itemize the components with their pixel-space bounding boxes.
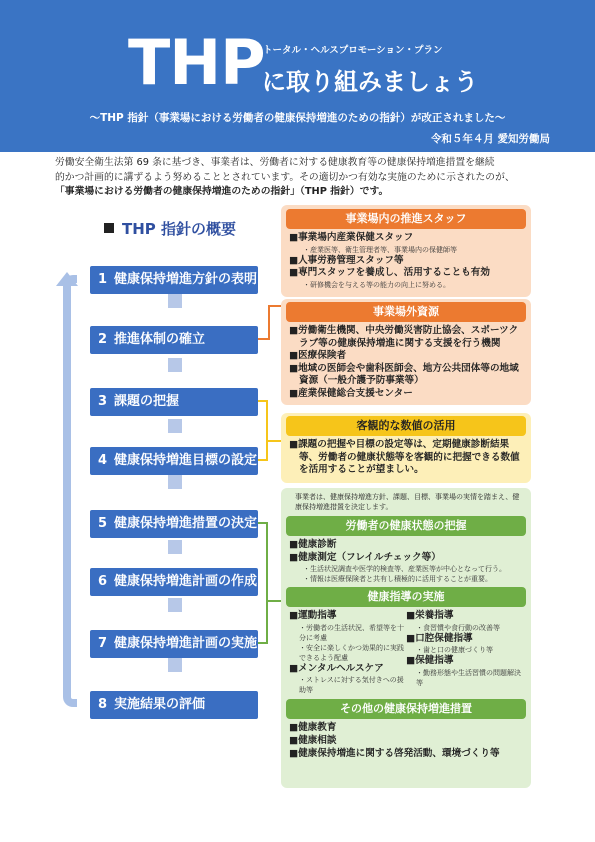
step-num: 2	[98, 332, 108, 347]
health-guidance-heading: 健康指導の実施	[286, 587, 526, 607]
step-label: 実施結果の評価	[114, 697, 206, 712]
guidance-subitem: ・食習慣や食行動の改善等	[416, 623, 500, 632]
guidance-item: ■栄養指導	[406, 610, 454, 622]
measure-subitem: ・生活状況調査や医学的検査等、産業医等が中心となって行う。	[303, 565, 506, 574]
guidance-subitem: ・安全に楽しくかつ効果的に実践できるよう配慮	[299, 643, 404, 662]
overview-heading	[104, 218, 236, 239]
guidance-item: ■保健指導	[406, 655, 454, 667]
title-thp: THP	[128, 26, 265, 99]
step-label: 推進体制の確立	[114, 332, 206, 347]
header-banner	[0, 0, 595, 152]
step-label: 健康保持増進計画の作成	[114, 574, 258, 589]
arrow-up-icon	[56, 272, 78, 286]
measures-intro: 事業者は、健康保持増進方針、課題、目標、事業場の実情を踏まえ、健康保持増進措置を決定します。	[295, 493, 520, 511]
staff-item: ■事業場内産業保健スタッフ	[289, 232, 414, 243]
other-measure-item: ■健康教育	[289, 722, 337, 734]
chevron-down-icon	[168, 419, 182, 433]
intro-text	[55, 156, 555, 200]
other-measure-item: ■健康保持増進に関する啓発活動、環境づくり等	[289, 747, 500, 759]
connector-line	[268, 305, 270, 340]
step-num: 1	[98, 272, 108, 287]
chevron-down-icon	[168, 658, 182, 672]
staff-subitem: ・産業医等、衛生管理者等、事業場内の保健師等	[303, 245, 457, 254]
measures-box	[281, 488, 531, 788]
objective-data-box	[281, 413, 531, 483]
step-num: 3	[98, 394, 108, 409]
staff-subitem: ・研修機会を与える等の能力の向上に努める。	[303, 280, 450, 289]
step-num: 8	[98, 697, 108, 712]
external-item: ■地域の医師会や歯科医師会、地方公共団体等の地域資源（一般介護予防事業等）	[289, 362, 519, 387]
cycle-loop-arrow	[63, 275, 77, 707]
step-num: 5	[98, 516, 108, 531]
guidance-subitem: ・労働者の生活状況、希望等を十分に考慮	[299, 623, 404, 642]
external-resources-box	[281, 299, 531, 405]
intro-line-2: 的かつ計画的に講ずるよう努めることとされています。その適切かつ有効な実施のために示されたのが、	[55, 171, 515, 183]
guidance-item: ■運動指導	[289, 610, 337, 622]
chevron-down-icon	[168, 358, 182, 372]
external-item: ■医療保険者	[289, 350, 347, 362]
step-4	[90, 447, 258, 475]
step-label: 課題の把握	[114, 394, 180, 409]
subtitle: ～THP 指針（事業場における労働者の健康保持増進のための指針）が改正されました～	[89, 112, 506, 124]
external-box-title: 事業場外資源	[286, 302, 526, 322]
intro-line-3: 「事業場における労働者の健康保持増進のための指針」（THP 指針）です。	[55, 186, 389, 197]
step-label: 健康保持増進計画の実施	[114, 636, 258, 651]
step-6	[90, 568, 258, 596]
guidance-subitem: ・勤務形態や生活習慣の問題解決等	[416, 668, 521, 687]
title-main: に取り組みましょう	[262, 68, 478, 96]
step-5	[90, 510, 258, 538]
step-1	[90, 266, 258, 294]
guidance-item: ■メンタルヘルスケア	[289, 662, 384, 674]
chevron-down-icon	[168, 294, 182, 308]
measure-item: ■健康測定（フレイルチェック等）	[289, 551, 441, 563]
guidance-subitem: ・ストレスに対する気付きへの援助等	[299, 676, 404, 695]
guidance-subitem: ・歯と口の健康づくり等	[416, 646, 493, 655]
data-box-text: ■課題の把握や目標の設定等は、定期健康診断結果等、労働者の健康状態等を客観的に把握できる数値を活用することが望ましい。	[289, 439, 520, 476]
data-box-title: 客観的な数値の活用	[286, 416, 526, 436]
health-status-heading: 労働者の健康状態の把握	[286, 516, 526, 536]
measure-item: ■健康診断	[289, 539, 337, 550]
step-label: 健康保持増進方針の表明	[114, 272, 258, 287]
other-measures-heading: その他の健康保持増進措置	[286, 699, 526, 719]
external-item: ■産業保健総合支援センター	[289, 387, 413, 399]
staff-box	[281, 205, 531, 297]
overview-title: THP 指針の概要	[122, 220, 237, 238]
chevron-down-icon	[168, 598, 182, 612]
staff-box-title: 事業場内の推進スタッフ	[286, 209, 526, 229]
guidance-item: ■口腔保健指導	[406, 632, 473, 644]
step-num: 7	[98, 636, 108, 651]
publish-date: 令和５年４月 愛知労働局	[430, 133, 550, 145]
step-7	[90, 630, 258, 658]
step-3	[90, 388, 258, 416]
measure-subitem: ・情報は医療保険者と共有し積極的に活用することが重要。	[303, 575, 492, 584]
connector-line	[266, 522, 268, 644]
staff-item: ■専門スタッフを養成し、活用することも有効	[289, 267, 490, 279]
step-label: 健康保持増進目標の設定	[114, 453, 258, 468]
chevron-down-icon	[168, 475, 182, 489]
step-num: 4	[98, 453, 108, 468]
chevron-down-icon	[168, 540, 182, 554]
other-measure-item: ■健康相談	[289, 734, 337, 746]
step-8	[90, 691, 258, 719]
square-bullet-icon	[104, 223, 114, 233]
external-item: ■労働衛生機関、中央労働災害防止協会、スポーツクラブ等の健康保持増進に関する支援を行う機関	[289, 325, 519, 349]
title-ruby: トータル・ヘルスプロモーション・プラン	[263, 45, 443, 56]
intro-line-1: 労働安全衛生法第 69 条に基づき、事業者は、労働者に対する健康教育等の健康保持増進措置を継続	[55, 157, 495, 168]
staff-item: ■人事労務管理スタッフ等	[289, 254, 404, 266]
step-label: 健康保持増進措置の決定	[114, 516, 258, 531]
connector-line	[266, 400, 268, 461]
step-num: 6	[98, 574, 108, 589]
step-2	[90, 326, 258, 354]
